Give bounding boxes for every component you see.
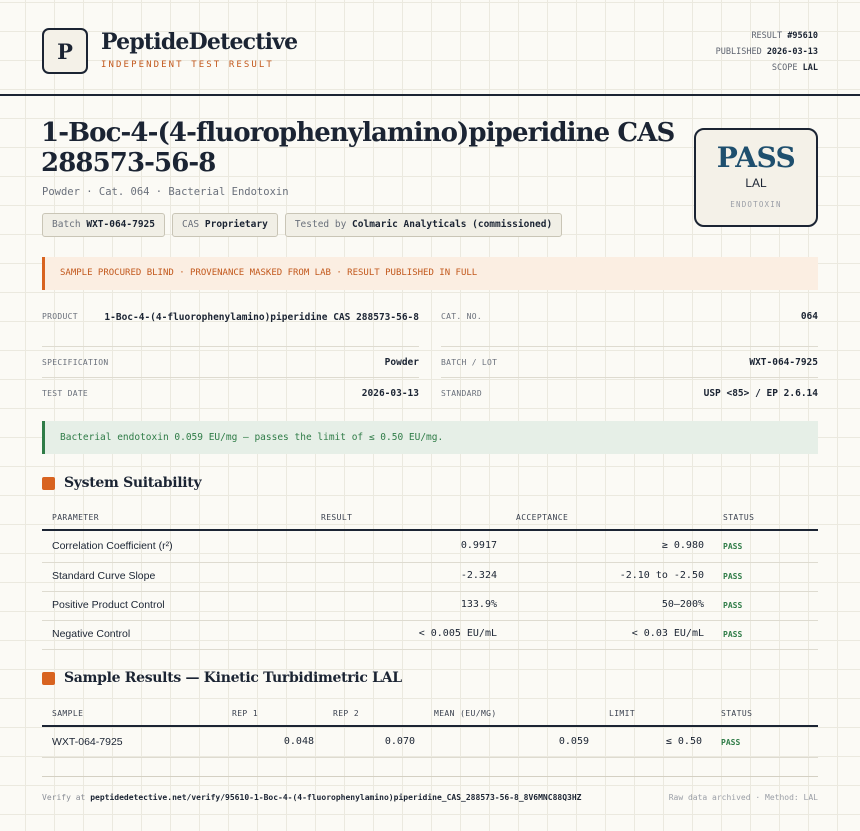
batch-chip-value: WXT-064-7925 bbox=[86, 219, 155, 230]
col-limit: LIMIT bbox=[609, 709, 636, 718]
lab-chip-value: Colmaric Analyticals (commissioned) bbox=[352, 219, 553, 230]
verdict-test: ENDOTOXIN bbox=[730, 200, 782, 209]
blind-procurement-banner: SAMPLE PROCURED BLIND · PROVENANCE MASKED FROM LAB · RESULT PUBLISHED IN FULL bbox=[42, 257, 818, 290]
sample-row-1-rep1: 0.048 bbox=[283, 736, 314, 747]
suit-row-1-result: 0.9917 bbox=[460, 540, 497, 551]
date-label: TEST DATE bbox=[42, 389, 89, 398]
divider bbox=[42, 346, 419, 347]
result-meta bbox=[716, 28, 818, 76]
result-id: #95610 bbox=[787, 31, 818, 41]
archive-note: Raw data archived · Method: LAL bbox=[668, 793, 818, 802]
verdict-stamp bbox=[694, 128, 818, 227]
product-value: 1-Boc-4-(4-fluorophenylamino)piperidine CAS 288573-56-8 bbox=[104, 312, 419, 323]
suit-row-2-status: PASS bbox=[723, 572, 743, 581]
sample-row-1-mean: 0.059 bbox=[558, 736, 589, 747]
scope-value: LAL bbox=[802, 63, 818, 73]
product-subtitle: Powder · Cat. 064 · Bacterial Endotoxin bbox=[42, 186, 289, 198]
suit-row-3-result: 133.9% bbox=[460, 599, 497, 610]
row-divider bbox=[42, 562, 818, 563]
catno-label: CAT. NO. bbox=[441, 312, 482, 321]
brand-logo[interactable] bbox=[42, 28, 88, 74]
col-rep1: REP 1 bbox=[232, 709, 259, 718]
verify-text bbox=[42, 793, 581, 802]
suit-row-2-acceptance: -2.10 to -2.50 bbox=[619, 570, 704, 581]
table-header-rule bbox=[42, 529, 818, 531]
verdict-word: PASS bbox=[716, 141, 796, 174]
suit-row-3-status: PASS bbox=[723, 601, 743, 610]
result-summary-banner: Bacterial endotoxin 0.059 EU/mg — passes the limit of ≤ 0.50 EU/mg. bbox=[42, 421, 818, 454]
suit-row-4-status: PASS bbox=[723, 630, 743, 639]
section-marker-icon bbox=[42, 477, 55, 490]
col-acceptance: ACCEPTANCE bbox=[516, 513, 569, 522]
section-marker-icon bbox=[42, 672, 55, 685]
cas-chip bbox=[172, 213, 278, 237]
cas-chip-label: CAS bbox=[181, 219, 200, 230]
suit-row-4-parameter: Negative Control bbox=[52, 628, 131, 640]
table-header-rule bbox=[42, 725, 818, 727]
suit-row-3-parameter: Positive Product Control bbox=[52, 599, 165, 611]
date-value: 2026-03-13 bbox=[361, 388, 419, 399]
product-title: 1-Boc-4-(4-fluorophenylamino)piperidine CAS 288573-56-8 bbox=[41, 118, 675, 178]
samples-heading bbox=[42, 670, 402, 686]
suit-row-1-acceptance: ≥ 0.980 bbox=[661, 540, 704, 551]
verify-link[interactable]: peptidedetective.net/verify/95610-1-Boc-4-(4-fluorophenylamino)piperidine_CAS_288573-56-8_8V6MNC88Q3HZ bbox=[90, 793, 582, 802]
col-status: STATUS bbox=[723, 513, 755, 522]
batch-chip-label: Batch bbox=[52, 219, 81, 230]
brand-tagline: INDEPENDENT TEST RESULT bbox=[101, 60, 274, 70]
row-divider bbox=[42, 591, 818, 592]
lab-chip-label: Tested by bbox=[294, 219, 347, 230]
suit-row-2-parameter: Standard Curve Slope bbox=[52, 570, 156, 582]
divider bbox=[42, 377, 419, 378]
row-divider bbox=[42, 757, 818, 758]
sample-row-1-id: WXT-064-7925 bbox=[52, 736, 123, 748]
catno-value: 064 bbox=[800, 311, 818, 322]
standard-label: STANDARD bbox=[441, 389, 482, 398]
suit-row-4-result: < 0.005 EU/mL bbox=[418, 628, 497, 639]
page-header bbox=[0, 0, 860, 96]
col-mean: MEAN (EU/MG) bbox=[434, 709, 497, 718]
batch-value: WXT-064-7925 bbox=[749, 357, 818, 368]
col-sample: SAMPLE bbox=[52, 709, 84, 718]
suit-row-2-result: -2.324 bbox=[460, 570, 497, 581]
published-label: PUBLISHED bbox=[715, 47, 762, 57]
scope-label: SCOPE bbox=[771, 63, 798, 73]
sample-row-1-rep2: 0.070 bbox=[384, 736, 415, 747]
col-result: RESULT bbox=[321, 513, 353, 522]
spec-label: SPECIFICATION bbox=[42, 358, 109, 367]
cas-chip-value: Proprietary bbox=[204, 219, 268, 230]
sample-row-1-limit: ≤ 0.50 bbox=[665, 736, 702, 747]
product-label: PRODUCT bbox=[42, 312, 78, 321]
suit-row-1-parameter: Correlation Coefficient (r²) bbox=[52, 540, 173, 552]
divider bbox=[441, 346, 818, 347]
suit-row-4-acceptance: < 0.03 EU/mL bbox=[631, 628, 704, 639]
row-divider bbox=[42, 649, 818, 650]
suit-row-1-status: PASS bbox=[723, 542, 743, 551]
chip-row bbox=[42, 213, 562, 237]
published-date: 2026-03-13 bbox=[766, 47, 818, 57]
footer-divider bbox=[42, 776, 818, 777]
suitability-title: System Suitability bbox=[64, 475, 202, 491]
col-parameter: PARAMETER bbox=[52, 513, 99, 522]
col-rep2: REP 2 bbox=[333, 709, 360, 718]
spec-value: Powder bbox=[384, 357, 419, 368]
suit-row-3-acceptance: 50–200% bbox=[661, 599, 704, 610]
verify-prefix: Verify at bbox=[42, 793, 86, 802]
brand-name[interactable]: PeptideDetective bbox=[101, 29, 298, 55]
logo-letter: P bbox=[57, 38, 73, 64]
row-divider bbox=[42, 620, 818, 621]
batch-label: BATCH / LOT bbox=[441, 358, 498, 367]
result-label: RESULT bbox=[751, 31, 783, 41]
verdict-method: LAL bbox=[745, 176, 767, 190]
col-status: STATUS bbox=[721, 709, 753, 718]
samples-title: Sample Results — Kinetic Turbidimetric LAL bbox=[64, 670, 402, 686]
lab-chip bbox=[285, 213, 562, 237]
divider bbox=[441, 377, 818, 378]
sample-row-1-status: PASS bbox=[721, 738, 741, 747]
batch-chip bbox=[42, 213, 165, 237]
suitability-heading bbox=[42, 475, 201, 491]
standard-value: USP <85> / EP 2.6.14 bbox=[703, 388, 818, 399]
